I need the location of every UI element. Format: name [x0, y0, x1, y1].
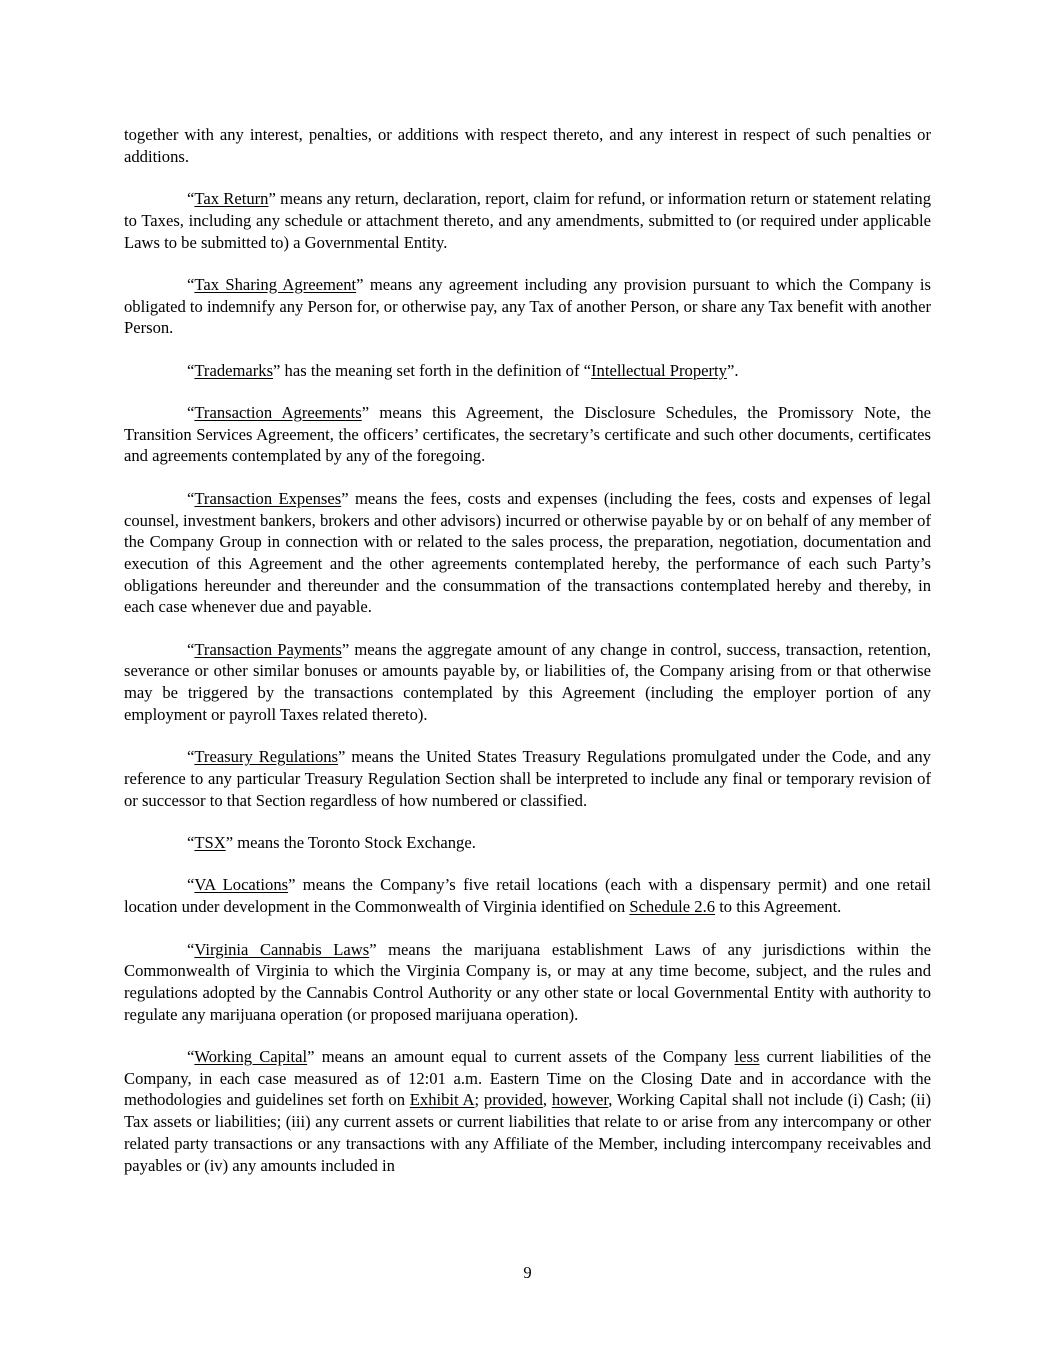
text-run: ” has the meaning set forth in the definition of “: [273, 360, 592, 380]
text-run: ,: [542, 1090, 552, 1110]
underlined-term: however: [551, 1090, 609, 1110]
underlined-term: Trademarks: [194, 360, 274, 380]
text-run: ” means any return, declaration, report, claim for refund, or information return or statement relating to Taxes, including any schedule or attachment thereto, and any amendments, submitted to (or required under applicable Laws to be submitted to) a Governmental Entity.: [124, 189, 932, 252]
underlined-term: Virginia Cannabis Laws: [194, 939, 370, 959]
text-run: ” means an amount equal to current assets of the Company: [307, 1047, 735, 1067]
underlined-term: Intellectual Property: [591, 360, 727, 380]
document-body: [124, 124, 931, 1197]
definition-paragraph: [124, 874, 931, 917]
text-run: “: [187, 875, 195, 895]
underlined-term: Transaction Agreements: [194, 403, 362, 423]
text-run: ” means the Company’s five retail locations (each with a dispensary permit) and one retail location under development in the Commonwealth of Virginia identified on: [124, 875, 931, 917]
definition-paragraph: [124, 1046, 931, 1176]
underlined-term: Exhibit A: [409, 1090, 475, 1110]
text-run: , Working Capital shall not include (i) Cash; (ii) Tax assets or liabilities; (iii) any current assets or current liabilities that relate to or arise from any intercompany or other related party transactions or any transactions with any Affiliate of the Member, including intercompany receivables and payables or (iv) any amounts included in: [124, 1090, 932, 1175]
underlined-term: Transaction Payments: [194, 639, 342, 659]
text-run: “: [187, 747, 195, 767]
text-run: ” means any agreement including any provision pursuant to which the Company is obligated to indemnify any Person for, or otherwise pay, any Tax of another Person, or share any Tax benefit with another Person.: [124, 274, 931, 338]
definition-paragraph: [124, 188, 931, 253]
underlined-term: Treasury Regulations: [194, 747, 339, 767]
definition-paragraph: [124, 832, 931, 854]
underlined-term: TSX: [194, 833, 226, 853]
underlined-term: Schedule 2.6: [629, 897, 716, 917]
definition-paragraph: [124, 360, 931, 382]
text-run: “: [187, 360, 195, 380]
underlined-term: Tax Sharing Agreement: [194, 274, 357, 294]
text-run: “: [187, 1047, 195, 1067]
text-run: together with any interest, penalties, or additions with respect thereto, and any interest in respect of such penalties or additions.: [124, 125, 931, 166]
underlined-term: less: [734, 1047, 760, 1067]
underlined-term: Tax Return: [194, 189, 269, 209]
text-run: ” means the Toronto Stock Exchange.: [225, 833, 476, 853]
underlined-term: VA Locations: [194, 875, 289, 895]
definition-paragraph: [124, 488, 931, 618]
text-run: ” means the marijuana establishment Laws of any jurisdictions within the Commonwealth of Virginia to which the Virginia Company is, or may at any time become, subject, and the rules and regulations adopted by the Cannabis Control Authority or any other state or local Governmental Entity with authority to regulate any marijuana operation (or proposed marijuana operation).: [124, 939, 931, 1024]
definition-paragraph: [124, 274, 931, 339]
text-run: ” means the aggregate amount of any change in control, success, transaction, retention, severance or other similar bonuses or amounts payable by, or liabilities of, the Company arising from or that otherwise may be triggered by the transactions contemplated by this Agreement (including the employer portion of any employment or payroll Taxes related thereto).: [124, 639, 932, 724]
text-run: ;: [474, 1090, 484, 1110]
page-number: 9: [523, 1263, 532, 1282]
definition-paragraph: [124, 939, 931, 1026]
text-run: “: [187, 639, 195, 659]
definition-paragraph: [124, 746, 931, 811]
text-run: “: [187, 189, 195, 209]
definition-paragraph: [124, 402, 931, 467]
text-run: ” means this Agreement, the Disclosure Schedules, the Promissory Note, the Transition Services Agreement, the officers’ certificates, the secretary’s certificate and such other documents, certificates and agreements contemplated by any of the foregoing.: [124, 403, 931, 466]
underlined-term: Working Capital: [194, 1047, 308, 1067]
underlined-term: provided: [483, 1090, 543, 1110]
text-run: “: [187, 833, 195, 853]
text-run: “: [187, 274, 195, 294]
definition-paragraph: [124, 639, 931, 726]
text-run: “: [187, 488, 195, 508]
text-run: “: [187, 403, 195, 423]
continued-paragraph: [124, 124, 931, 167]
text-run: to this Agreement.: [715, 897, 842, 917]
underlined-term: Transaction Expenses: [194, 488, 342, 508]
text-run: ” means the fees, costs and expenses (including the fees, costs and expenses of legal counsel, investment bankers, brokers and other advisors) incurred or otherwise payable by or on behalf of any member of the Company Group in connection with or related to the sales process, the preparation, negotiation, documentation and execution of this Agreement and the other agreements contemplated hereby, the performance of each such Party’s obligations hereunder and thereunder and the consummation of the transactions contemplated hereby and thereby, in each case whenever due and payable.: [124, 488, 931, 617]
text-run: ” means the United States Treasury Regulations promulgated under the Code, and any reference to any particular Treasury Regulation Section shall be interpreted to include any final or temporary revision of or successor to that Section regardless of how numbered or classified.: [124, 747, 931, 810]
text-run: current liabilities of the Company, in each case measured as of 12:01 a.m. Eastern Time on the Closing Date and in accordance with the methodologies and guidelines set forth on: [124, 1047, 931, 1110]
text-run: “: [187, 939, 195, 959]
text-run: ”.: [726, 360, 739, 380]
